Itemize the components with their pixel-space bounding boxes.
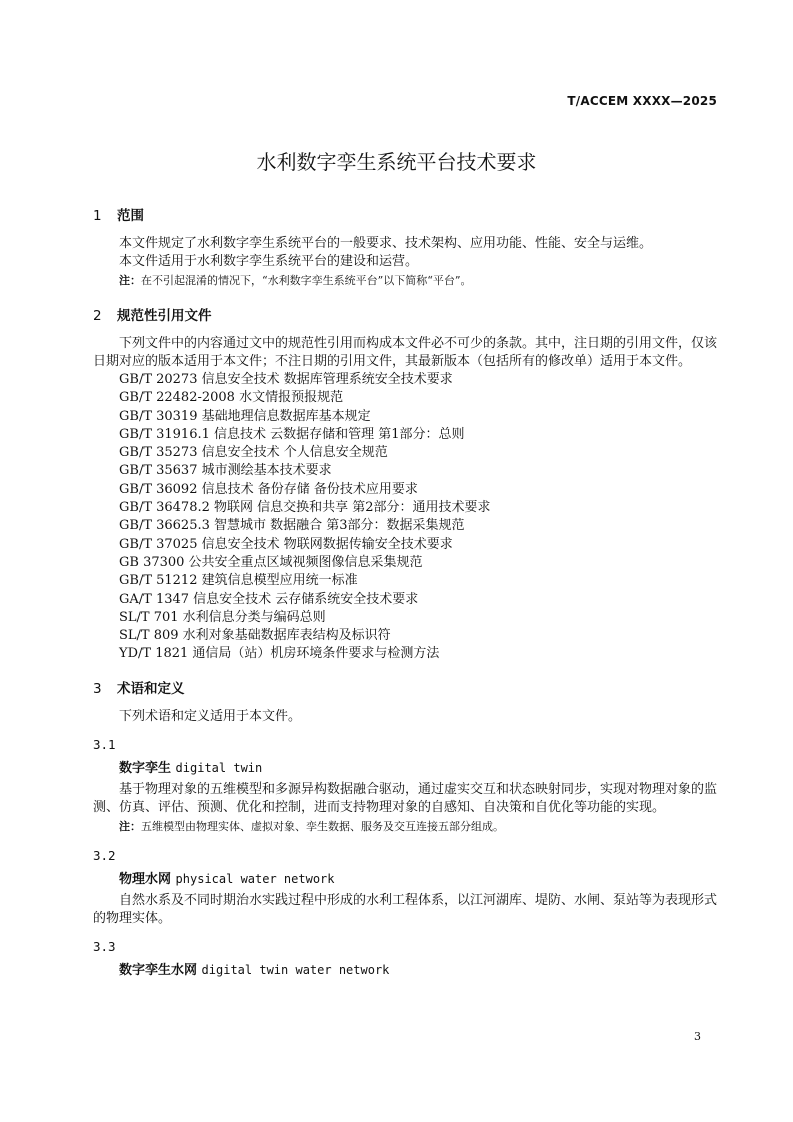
term-name-zh: 数字孪生: [119, 760, 172, 776]
reference-item: GB/T 35637 城市测绘基本技术要求: [119, 463, 332, 479]
reference-item: GA/T 1347 信息安全技术 云存储系统安全技术要求: [119, 591, 419, 607]
note-label: 注：: [119, 274, 141, 287]
reference-item: YD/T 1821 通信局（站）机房环境条件要求与检测方法: [119, 646, 440, 662]
term-number: 3.3: [93, 938, 116, 954]
paragraph: 下列术语和定义适用于本文件。: [119, 708, 302, 724]
section-heading-1: [93, 205, 719, 227]
note-text: 五维模型由物理实体、虚拟对象、孪生数据、服务及交互连接五部分组成。: [141, 819, 504, 833]
reference-item: GB/T 35273 信息安全技术 个人信息安全规范: [119, 445, 388, 461]
reference-item: GB/T 51212 建筑信息模型应用统一标准: [119, 573, 358, 589]
page-number: 3: [694, 1030, 701, 1043]
reference-item: GB 37300 公共安全重点区域视频图像信息采集规范: [119, 554, 423, 570]
paragraph: 本文件规定了水利数字孪生系统平台的一般要求、技术架构、应用功能、性能、安全与运维。: [119, 236, 653, 251]
note: [93, 817, 719, 837]
term-name-zh: 物理水网: [119, 871, 172, 887]
term-name-en: digital twin water network: [201, 962, 390, 977]
term-definition: 自然水系及不同时期治水实践过程中形成的水利工程体系，以江河湖库、堤防、水闸、泵站等为表现形式的物理实体。: [93, 892, 718, 926]
term-name-en: digital twin: [175, 760, 263, 775]
term-name-en: physical water network: [175, 871, 335, 886]
section-title: 术语和定义: [117, 680, 185, 697]
paragraph: 本文件适用于水利数字孪生系统平台的建设和运营。: [119, 254, 419, 269]
reference-item: GB/T 22482-2008 水文情报预报规范: [119, 390, 344, 406]
paragraph: 下列文件中的内容通过文中的规范性引用而构成本文件必不可少的条款。其中，注日期的引用文件，仅该日期对应的版本适用于本文件；不注日期的引用文件，其最新版本（包括所有的修改单）适用于本文件。: [93, 336, 718, 369]
reference-list: [93, 371, 719, 664]
term-number: 3.1: [93, 736, 116, 752]
reference-item: SL/T 701 水利信息分类与编码总则: [119, 609, 326, 625]
term-name: [93, 756, 719, 781]
note-text: 在不引起混淆的情况下，“水利数字孪生系统平台”以下简称“平台”。: [141, 274, 472, 287]
note-label: 注：: [119, 819, 141, 833]
reference-item: GB/T 36092 信息技术 备份存储 备份技术应用要求: [119, 481, 418, 497]
reference-item: GB/T 36478.2 物联网 信息交换和共享 第2部分：通用技术要求: [119, 500, 491, 516]
document-title: 水利数字孪生系统平台技术要求: [256, 150, 537, 174]
reference-item: GB/T 36625.3 智慧城市 数据融合 第3部分：数据采集规范: [119, 518, 465, 534]
reference-item: GB/T 31916.1 信息技术 云数据存储和管理 第1部分：总则: [119, 426, 465, 442]
section-number: 1: [93, 208, 102, 224]
reference-item: GB/T 30319 基础地理信息数据库基本规定: [119, 408, 371, 424]
note: [93, 271, 719, 291]
document-body: [93, 205, 719, 983]
term-definition: 基于物理对象的五维模型和多源异构数据融合驱动，通过虚实交互和状态映射同步，实现对物理对象的监测、仿真、评估、预测、优化和控制，进而支持物理对象的自感知、自决策和自优化等功能的实现。: [93, 781, 718, 815]
section-number: 2: [93, 308, 102, 324]
section-heading-2: [93, 305, 719, 327]
reference-item: GB/T 37025 信息安全技术 物联网数据传输安全技术要求: [119, 536, 453, 552]
section-title: 规范性引用文件: [117, 308, 212, 324]
standard-code: T/ACCEM XXXX—2025: [567, 94, 717, 108]
reference-item: GB/T 20273 信息安全技术 数据库管理系统安全技术要求: [119, 372, 453, 387]
section-heading-3: [93, 678, 719, 700]
reference-item: SL/T 809 水利对象基础数据库表结构及标识符: [119, 628, 391, 644]
term-name: [93, 958, 719, 983]
term-name-zh: 数字孪生水网: [119, 962, 198, 978]
section-number: 3: [93, 680, 102, 697]
section-title: 范围: [117, 208, 144, 224]
term-name: [93, 867, 719, 892]
term-number: 3.2: [93, 847, 116, 863]
